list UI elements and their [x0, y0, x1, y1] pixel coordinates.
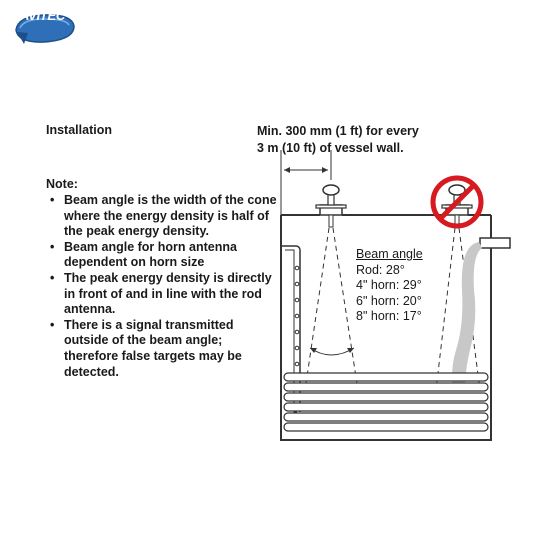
clearance-spec-line-2: 3 m (10 ft) of vessel wall.: [257, 141, 404, 155]
beam-angle-row: 8" horn: 17°: [356, 309, 422, 323]
note-item: • The peak energy density is directly in front of and in line with the rod antenna.: [48, 271, 278, 318]
beam-angle-row: 4" horn: 29°: [356, 278, 422, 292]
inlet-pipe-right: [480, 238, 510, 248]
note-item: • Beam angle is the width of the cone where the energy density is half of the peak energy density.: [48, 193, 278, 240]
pipe-studs: [295, 266, 299, 366]
interference-stream: [452, 242, 482, 390]
beam-angle-title: Beam angle: [356, 247, 423, 261]
beam-angle-legend: [356, 247, 446, 325]
note-item: • Beam angle for horn antenna dependent on horn size: [48, 240, 278, 271]
beam-left-a: [305, 228, 329, 390]
note-title: Note:: [46, 177, 78, 191]
note-item: • There is a signal transmitted outside of the beam angle; therefore false targets may be detected.: [48, 318, 278, 380]
beam-angle-arc: [310, 348, 354, 355]
beam-angle-row: 6" horn: 20°: [356, 293, 422, 308]
note-list: [48, 193, 278, 380]
antenna-left: [316, 185, 346, 227]
clearance-spec-line-1: Min. 300 mm (1 ft) for every: [257, 124, 419, 138]
page-title: Installation: [46, 123, 112, 137]
beam-left-b: [333, 228, 358, 390]
logo-text: AVITEC: [20, 8, 65, 23]
beam-angle-row: Rod: 28°: [356, 262, 405, 277]
